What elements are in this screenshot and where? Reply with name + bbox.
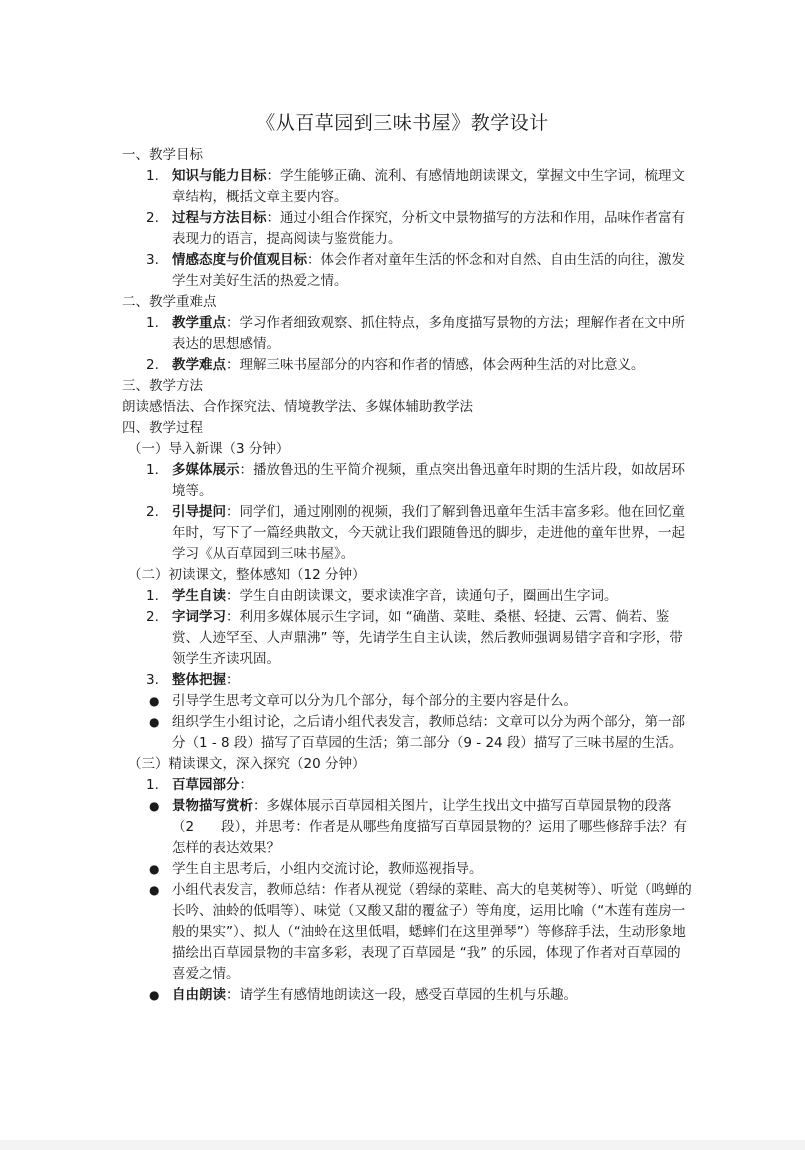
bullet-icon: ● xyxy=(149,799,160,813)
list-item xyxy=(122,502,692,565)
bullet-icon: ● xyxy=(149,862,160,876)
list-item xyxy=(122,166,692,208)
document-body xyxy=(122,145,692,1006)
item-label: 字词学习 xyxy=(172,609,226,625)
section-heading-process: 四、教学过程 xyxy=(122,420,203,436)
item-text: ：请学生有感情地朗读这一段，感受百草园的生机与乐趣。 xyxy=(226,987,577,1003)
methods-text: 朗读感悟法、合作探究法、情境教学法、多媒体辅助教学法 xyxy=(122,399,473,415)
item-text: 引导学生思考文章可以分为几个部分，每个部分的主要内容是什么。 xyxy=(172,693,577,709)
list-number: 1. xyxy=(146,588,159,604)
list-number: 1. xyxy=(146,315,159,331)
list-number: 1. xyxy=(146,168,159,184)
item-label: 过程与方法目标 xyxy=(172,210,267,226)
item-text: ：学习作者细致观察、抓住特点，多角度描写景物的方法；理解作者在文中所表达的思想感情。 xyxy=(172,315,685,352)
item-label: 学生自读 xyxy=(172,588,226,604)
list-number: 3. xyxy=(146,672,159,688)
list-number: 2. xyxy=(146,357,159,373)
item-label: 教学重点 xyxy=(172,315,226,331)
item-label: 情感态度与价值观目标 xyxy=(172,252,307,268)
item-label: 多媒体展示 xyxy=(172,462,240,478)
item-text: ：通过小组合作探究，分析文中景物描写的方法和作用，品味作者富有表现力的语言，提高阅读与鉴赏能力。 xyxy=(172,210,685,247)
item-text: 小组代表发言，教师总结：作者从视觉（碧绿的菜畦、高大的皂荚树等）、听觉（鸣蝉的长吟、油蛉的低唱等）、味觉（又酸又甜的覆盆子）等角度，运用比喻（“木莲有莲房一般的果实”）、拟人（“油蛉在这里低唱，蟋蟀们在这里弹琴”）等修辞手法，生动形象地描绘出百草园景物的丰富多彩，表现了百草园是 “我” 的乐园，体现了作者对百草园的喜爱之情。 xyxy=(172,882,692,982)
bullet-icon: ● xyxy=(149,715,160,729)
list-item xyxy=(122,670,692,691)
list-number: 1. xyxy=(146,777,159,793)
bullet-item xyxy=(122,712,692,754)
item-label: 引导提问 xyxy=(172,504,226,520)
section-heading-methods: 三、教学方法 xyxy=(122,378,203,394)
item-text: ：利用多媒体展示生字词，如 “确凿、菜畦、桑椹、轻捷、云霄、倘若、鉴赏、人迹罕至、人声鼎沸” 等，先请学生自主认读，然后教师强调易错字音和字形，带领学生齐读巩固。 xyxy=(172,609,683,667)
item-label: 景物描写赏析 xyxy=(172,798,253,814)
item-text: ：理解三味书屋部分的内容和作者的情感，体会两种生活的对比意义。 xyxy=(226,357,645,373)
list-number: 2. xyxy=(146,210,159,226)
item-text: ：同学们，通过刚刚的视频，我们了解到鲁迅童年生活丰富多彩。他在回忆童年时，写下了一篇经典散文，今天就让我们跟随鲁迅的脚步，走进他的童年世界，一起学习《从百草园到三味书屋》。 xyxy=(172,504,685,562)
bullet-item xyxy=(122,880,692,985)
item-label: 教学难点 xyxy=(172,357,226,373)
list-number: 2. xyxy=(146,609,159,625)
bullet-icon: ● xyxy=(149,694,160,708)
subsection-heading-close-reading: （三）精读课文，深入探究（20 分钟） xyxy=(128,756,366,772)
list-number: 2. xyxy=(146,504,159,520)
list-item xyxy=(122,775,692,796)
section-heading-goals: 一、教学目标 xyxy=(122,147,203,163)
bullet-icon: ● xyxy=(149,883,160,897)
list-item xyxy=(122,250,692,292)
document-title: 《从百草园到三味书屋》教学设计 xyxy=(256,112,549,134)
bullet-item xyxy=(122,691,692,712)
bullet-item xyxy=(122,859,692,880)
item-label: 自由朗读 xyxy=(172,987,226,1003)
list-number: 3. xyxy=(146,252,159,268)
list-item xyxy=(122,313,692,355)
list-item xyxy=(122,586,692,607)
bullet-item xyxy=(122,796,692,859)
list-item xyxy=(122,355,692,376)
item-label: 百草园部分 xyxy=(172,777,240,793)
section-heading-keypoints: 二、教学重难点 xyxy=(122,294,217,310)
list-item xyxy=(122,208,692,250)
item-text: ：播放鲁迅的生平简介视频，重点突出鲁迅童年时期的生活片段，如故居环境等。 xyxy=(172,462,685,499)
item-text: ： xyxy=(239,777,253,793)
list-item xyxy=(122,460,692,502)
list-item xyxy=(122,607,692,670)
item-text: ： xyxy=(226,672,240,688)
item-label: 整体把握 xyxy=(172,672,226,688)
item-text: 组织学生小组讨论，之后请小组代表发言，教师总结：文章可以分为两个部分，第一部分（1 - 8 段）描写了百草园的生活；第二部分（9 - 24 段）描写了三味书屋的生活。 xyxy=(172,714,685,751)
list-number: 1. xyxy=(146,462,159,478)
bullet-item xyxy=(122,985,692,1006)
item-label: 知识与能力目标 xyxy=(172,168,267,184)
bullet-icon: ● xyxy=(149,988,160,1002)
item-text: 学生自主思考后，小组内交流讨论，教师巡视指导。 xyxy=(172,861,483,877)
item-text: ：学生自由朗读课文，要求读准字音，读通句子，圈画出生字词。 xyxy=(226,588,618,604)
item-text: ：学生能够正确、流利、有感情地朗读课文，掌握文中生字词，梳理文章结构，概括文章主要内容。 xyxy=(172,168,685,205)
subsection-heading-first-reading: （二）初读课文，整体感知（12 分钟） xyxy=(128,567,366,583)
item-text: ：体会作者对童年生活的怀念和对自然、自由生活的向往，激发学生对美好生活的热爱之情。 xyxy=(172,252,685,289)
subsection-heading-intro: （一）导入新课（3 分钟） xyxy=(128,441,290,457)
page-bottom-edge xyxy=(0,1140,805,1150)
item-text: ：多媒体展示百草园相关图片，让学生找出文中描写百草园景物的段落（2 段），并思考：作者是从哪些角度描写百草园景物的？运用了哪些修辞手法？有怎样的表达效果？ xyxy=(172,798,687,856)
